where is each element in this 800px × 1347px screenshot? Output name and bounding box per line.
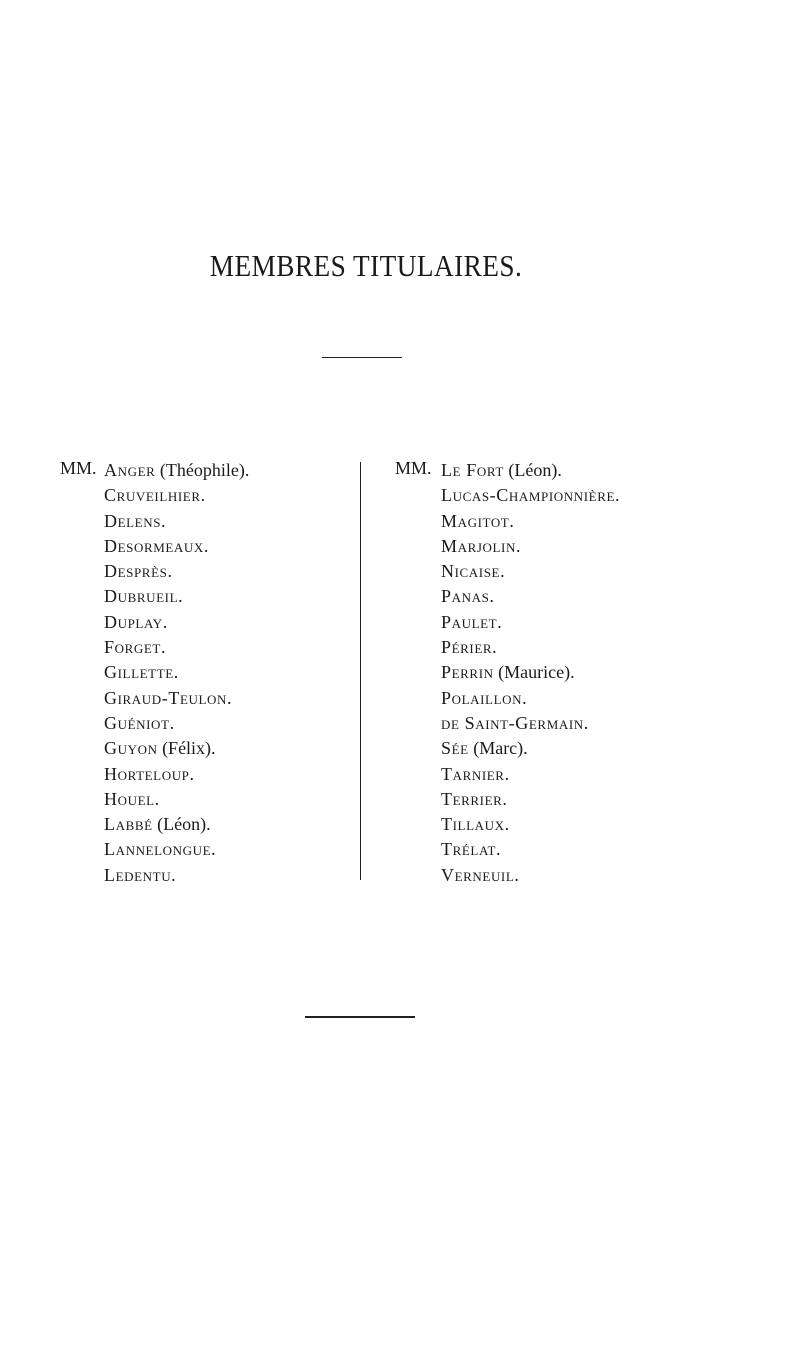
member-entry [441, 812, 620, 837]
member-name: Houel. [104, 788, 160, 809]
member-entry [104, 686, 249, 711]
member-name: Périer. [441, 637, 498, 658]
title-rule [322, 357, 402, 358]
member-entry [441, 509, 620, 534]
column-divider [360, 462, 361, 880]
member-entry [104, 559, 249, 584]
member-name: Desormeaux. [104, 535, 209, 556]
member-name: Marjolin. [441, 535, 522, 556]
member-name: Lannelongue. [104, 839, 217, 860]
member-entry [441, 559, 620, 584]
member-entry [104, 483, 249, 508]
left-column-prefix: MM. [60, 458, 97, 478]
member-given-name: (Théophile). [155, 460, 250, 480]
member-name: Verneuil. [441, 864, 520, 885]
member-entry [104, 509, 249, 534]
member-name: Cruveilhier. [104, 485, 206, 506]
member-name: Anger [104, 460, 156, 480]
member-entry [104, 762, 249, 787]
member-name: Labbé [104, 814, 153, 835]
member-entry [104, 837, 249, 862]
member-name: Trélat. [441, 839, 502, 860]
member-entry [441, 610, 620, 635]
member-name: Tarnier. [441, 763, 510, 784]
member-entry [441, 635, 620, 660]
member-name: Le Fort [441, 460, 504, 480]
member-name: Magitot. [441, 510, 515, 531]
member-entry [441, 736, 620, 761]
member-name: Delens. [104, 510, 167, 531]
member-name: Guyon [104, 738, 158, 759]
member-name: Gillette. [104, 662, 179, 683]
member-name: Giraud-Teulon. [104, 687, 233, 708]
member-entry [104, 458, 249, 483]
member-name: Tillaux. [441, 814, 510, 835]
member-name: Nicaise. [441, 561, 506, 582]
member-name: Paulet. [441, 611, 503, 632]
member-entry [441, 686, 620, 711]
member-name: Sée [441, 738, 469, 759]
left-member-list [104, 458, 249, 888]
closing-rule [305, 1016, 415, 1018]
member-name: Desprès. [104, 561, 173, 582]
member-entry [104, 635, 249, 660]
member-name: de Saint-Germain. [441, 712, 589, 733]
member-name: Forget. [104, 637, 167, 658]
member-entry [104, 812, 249, 837]
member-entry [441, 863, 620, 888]
member-entry [104, 660, 249, 685]
member-entry [441, 458, 620, 483]
member-entry [104, 610, 249, 635]
member-entry [441, 534, 620, 559]
member-entry [104, 787, 249, 812]
page-title: MEMBRES TITULAIRES. [209, 248, 523, 283]
right-member-list [441, 458, 620, 888]
member-name: Horteloup. [104, 763, 195, 784]
member-entry [104, 584, 249, 609]
member-given-name: (Léon). [152, 814, 211, 835]
member-name: Ledentu. [104, 864, 177, 885]
member-entry [441, 584, 620, 609]
member-entry [441, 787, 620, 812]
member-name: Panas. [441, 586, 495, 607]
right-column-prefix: MM. [395, 458, 432, 478]
member-name: Duplay. [104, 611, 168, 632]
member-entry [441, 660, 620, 685]
member-entry [441, 483, 620, 508]
member-name: Polaillon. [441, 687, 528, 708]
member-entry [104, 863, 249, 888]
member-entry [104, 736, 249, 761]
member-given-name: (Maurice). [493, 662, 575, 683]
member-entry [441, 837, 620, 862]
member-entry [104, 711, 249, 736]
member-name: Terrier. [441, 788, 508, 809]
member-name: Lucas-Championnière. [441, 485, 621, 506]
member-name: Dubrueil. [104, 586, 184, 607]
member-entry [441, 762, 620, 787]
member-name: Guéniot. [104, 712, 175, 733]
member-given-name: (Félix). [157, 738, 216, 759]
member-given-name: (Marc). [468, 738, 528, 759]
member-entry [104, 534, 249, 559]
member-given-name: (Léon). [503, 460, 562, 480]
member-name: Perrin [441, 662, 494, 683]
member-entry [441, 711, 620, 736]
